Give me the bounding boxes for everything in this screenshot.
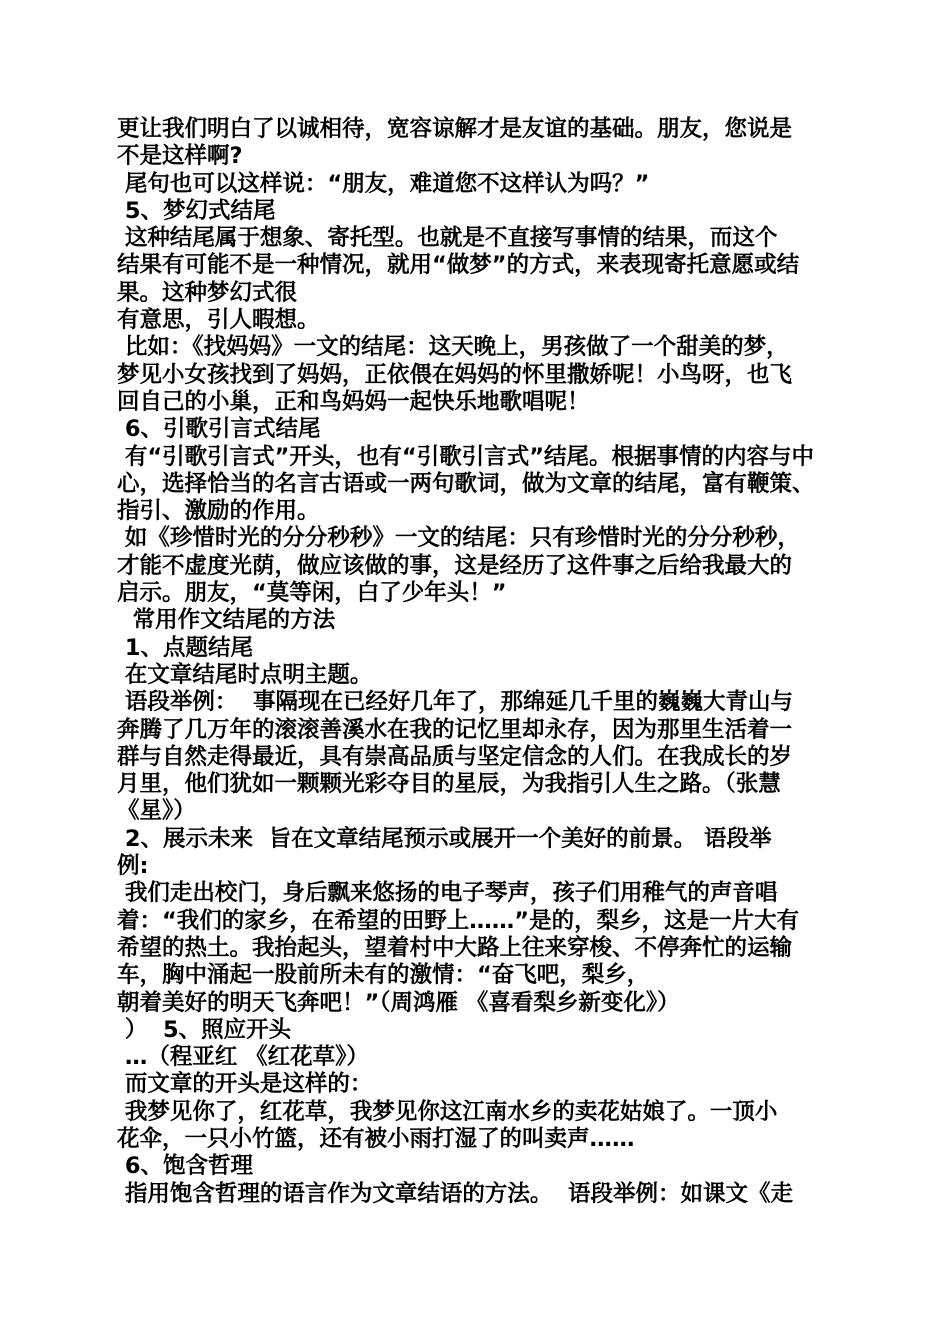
text-line: 而文章的开头是这样的： — [117, 1071, 373, 1098]
text-line: 有意思，引人暇想。 — [117, 307, 320, 334]
text-line: …（程亚红 《红花草》） — [117, 1044, 369, 1071]
text-line: ） 5、照应开头 — [117, 1016, 292, 1043]
text-line: 月里，他们犹如一颗颗光彩夺目的星辰，为我指引人生之路。（张慧 — [117, 771, 781, 798]
text-line: 5、梦幻式结尾 — [117, 197, 276, 224]
text-line: 启示。朋友，“莫等闲，白了少年头！” — [117, 580, 507, 607]
text-line: 结果有可能不是一种情况，就用“做梦”的方式，来表现寄托意愿或结 — [117, 252, 800, 279]
text-line: 我梦见你了，红花草，我梦见你这江南水乡的卖花姑娘了。一顶小 — [117, 1098, 778, 1125]
text-line: 6、饱含哲理 — [117, 1153, 253, 1180]
text-line: 奔腾了几万年的滚滚善溪水在我的记忆里却永存，因为那里生活着一 — [117, 716, 793, 743]
document-body — [117, 116, 842, 1208]
text-line: 朝着美好的明天飞奔吧！”（周鸿雁 《喜看梨乡新变化》） — [117, 989, 680, 1016]
text-line: 如《珍惜时光的分分秒秒》一文的结尾：只有珍惜时光的分分秒秒， — [117, 525, 800, 552]
text-line: 心，选择恰当的名言古语或一两句歌词，做为文章的结尾，富有鞭策、 — [117, 470, 815, 497]
text-line: 1、点题结尾 — [117, 634, 253, 661]
text-line: 指引、激励的作用。 — [117, 498, 320, 525]
text-line: 群与自然走得最近，具有崇高品质与坚定信念的人们。在我成长的岁 — [117, 743, 793, 770]
text-line: 指用饱含哲理的语言作为文章结语的方法。 语段举例：如课文《走 — [117, 1180, 794, 1207]
text-line: 2、展示未来 旨在文章结尾预示或展开一个美好的前景。 语段举 — [117, 825, 772, 852]
text-line: 常用作文结尾的方法 — [117, 607, 336, 634]
text-line: 这种结尾属于想象、寄托型。也就是不直接写事情的结果，而这个 — [117, 225, 778, 252]
text-line: 我们走出校门，身后飘来悠扬的电子琴声，孩子们用稚气的声音唱 — [117, 880, 778, 907]
text-line: 尾句也可以这样说：“朋友，难道您不这样认为吗？” — [117, 170, 650, 197]
text-line: 果。这种梦幻式很 — [117, 279, 298, 306]
text-line: 更让我们明白了以诚相待，宽容谅解才是友谊的基础。朋友，您说是 — [117, 116, 793, 142]
text-line: 花伞，一只小竹篮，还有被小雨打湿了的叫卖声…… — [117, 1125, 635, 1152]
text-line: 有“引歌引言式”开头，也有“引歌引言式”结尾。根据事情的内容与中 — [117, 443, 814, 470]
text-line: 回自己的小巢，正和鸟妈妈一起快乐地歌唱呢！ — [117, 388, 590, 415]
text-line: 梦见小女孩找到了妈妈，正依偎在妈妈的怀里撒娇呢！小鸟呀，也飞 — [117, 361, 793, 388]
text-line: 不是这样啊? — [117, 143, 243, 170]
text-line: 在文章结尾时点明主题。 — [117, 661, 373, 688]
text-line: 着：“我们的家乡，在希望的田野上……”是的，梨乡，这是一片大有 — [117, 907, 800, 934]
text-line: 语段举例： 事隔现在已经好几年了，那绵延几千里的巍巍大青山与 — [117, 689, 794, 716]
text-line: 才能不虚度光荫，做应该做的事，这是经历了这件事之后给我最大的 — [117, 552, 793, 579]
text-line: 车，胸中涌起一股前所未有的激情：“奋飞吧，梨乡， — [117, 962, 650, 989]
text-line: 6、引歌引言式结尾 — [117, 416, 321, 443]
text-line: 例: — [117, 853, 149, 880]
text-line: 《星》） — [117, 798, 196, 825]
text-line: 比如：《找妈妈》一文的结尾：这天晚上，男孩做了一个甜美的梦， — [117, 334, 789, 361]
text-line: 希望的热土。我抬起头，望着村中大路上往来穿梭、不停奔忙的运输 — [117, 934, 793, 961]
